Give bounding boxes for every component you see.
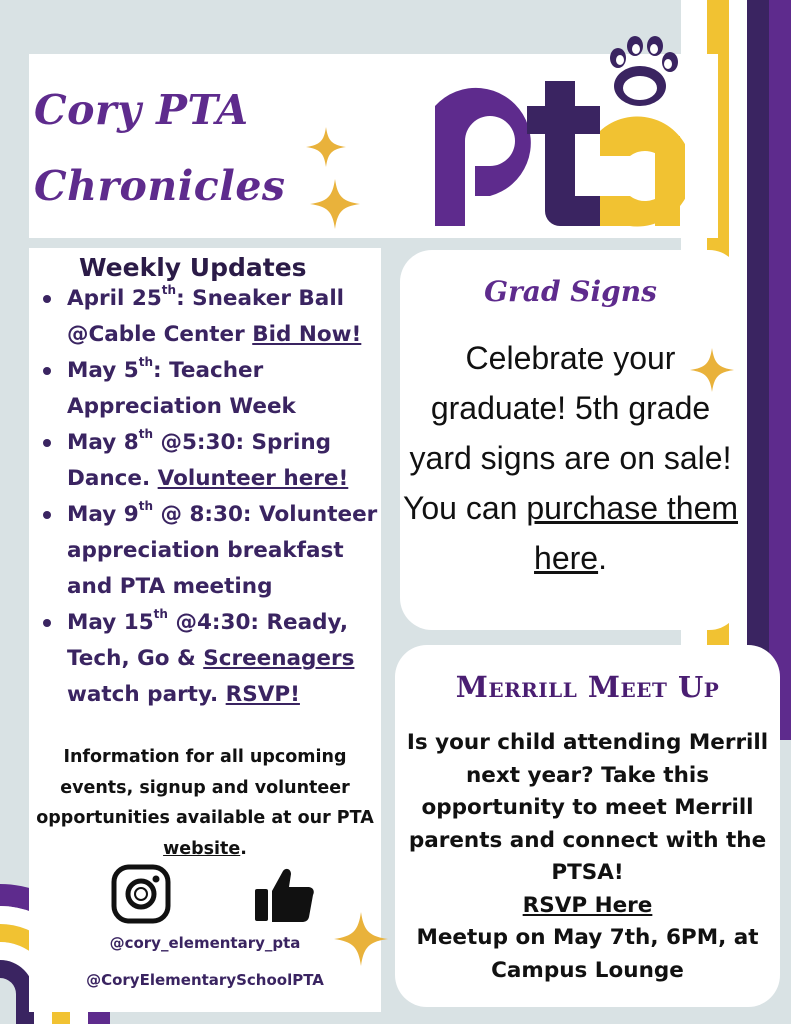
sparkle-icon bbox=[334, 910, 388, 968]
instagram-icon[interactable] bbox=[111, 864, 171, 924]
rsvp-link[interactable]: RSVP! bbox=[225, 682, 300, 707]
instagram-handle: @cory_elementary_pta bbox=[109, 934, 301, 952]
pta-logo bbox=[415, 36, 685, 231]
thumbs-up-icon[interactable] bbox=[253, 867, 315, 923]
list-item: May 9th @ 8:30: Volunteer appreciation breakfast and PTA meeting bbox=[36, 497, 381, 605]
bid-now-link[interactable]: Bid Now! bbox=[252, 322, 362, 347]
pta-logo-text: pta bbox=[415, 37, 417, 38]
merrill-meetup-body: Is your child attending Merrill next year? Take this opportunity to meet Merrill parents and connect with the PTSA! RSVP Here Meetup on May 7th, 6PM, at Campus Lounge bbox=[395, 727, 780, 987]
title-line-1: Cory PTA bbox=[34, 86, 249, 134]
updates-list bbox=[36, 281, 381, 713]
grad-signs-body: Celebrate your graduate! 5th grade yard signs are on sale! You can purchase them here. bbox=[402, 340, 739, 576]
weekly-updates-title: Weekly Updates bbox=[79, 253, 307, 282]
merrill-meetup-title: Merrill Meet Up bbox=[455, 670, 720, 704]
volunteer-here-link[interactable]: Volunteer here! bbox=[157, 466, 349, 491]
title-line-2: Chronicles bbox=[34, 162, 286, 210]
list-item: May 5th: Teacher Appreciation Week bbox=[36, 353, 381, 425]
sparkle-icon bbox=[306, 126, 346, 168]
sparkle-icon bbox=[310, 178, 360, 230]
screenagers-link[interactable]: Screenagers bbox=[203, 646, 355, 671]
list-item: April 25th: Sneaker Ball @Cable Center Bid Now! bbox=[36, 281, 381, 353]
website-link[interactable]: website bbox=[163, 838, 241, 859]
info-text: Information for all upcoming events, signup and volunteer opportunities available at our PTA website. bbox=[36, 747, 374, 859]
list-item: May 8th @5:30: Spring Dance. Volunteer here! bbox=[36, 425, 381, 497]
rsvp-here-link[interactable]: RSVP Here bbox=[522, 892, 653, 918]
grad-signs-title: Grad Signs bbox=[484, 275, 657, 308]
sparkle-icon bbox=[690, 347, 734, 393]
facebook-handle: @CoryElementarySchoolPTA bbox=[86, 971, 324, 989]
list-item: May 15th @4:30: Ready, Tech, Go & Screenagers watch party. RSVP! bbox=[36, 605, 381, 713]
purchase-link[interactable]: purchase them here bbox=[526, 490, 739, 576]
